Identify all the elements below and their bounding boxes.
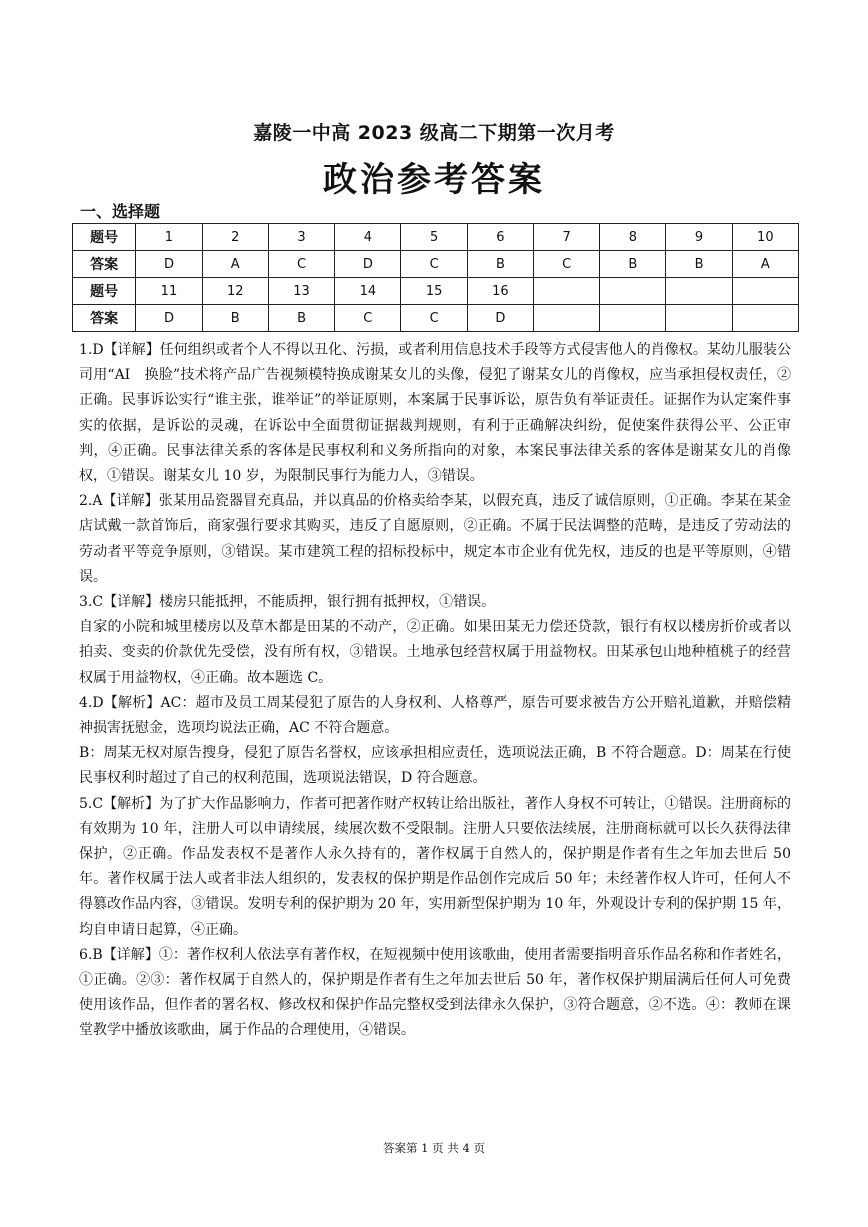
answer-table-cell: 10 [732,224,798,251]
explanation-paragraph: B：周某无权对原告搜身，侵犯了原告名誉权，应该承担相应责任，选项说法正确，B 不符合题意。D：周某在行使民事权利时超过了自己的权利范围，选项说法错误，D 符合题意。 [79,745,791,787]
answer-table-row-head: 答案 [73,251,136,278]
school-exam-title: 嘉陵一中高 2023 级高二下期第一次月考 [253,122,615,144]
answer-table-cell [600,305,666,332]
answer-table-cell: D [467,305,533,332]
answer-table-cell: 12 [202,278,268,305]
explanations-body [79,338,791,1044]
answer-table-row-head: 题号 [73,224,136,251]
answer-table-cell: A [202,251,268,278]
answer-table-cell: B [600,251,666,278]
answer-table-cell: D [136,305,202,332]
answer-table-cell: D [335,251,401,278]
answer-table-cell: A [732,251,798,278]
answer-table-cell: D [136,251,202,278]
answer-table-cell [666,305,732,332]
answer-table-row-head: 答案 [73,305,136,332]
answer-table-cell: 14 [335,278,401,305]
answer-table-cell [534,278,600,305]
answer-table-row-head: 题号 [73,278,136,305]
answer-table-cell: B [268,305,334,332]
explanation-paragraph: 1.D【详解】任何组织或者个人不得以丑化、污损，或者利用信息技术手段等方式侵害他人的肖像权。某幼儿服装公司用“AI 换脸”技术将产品广告视频模特换成谢某女儿的头像，侵犯了谢某女儿的肖像权，应当承担侵权责任，②正确。民事诉讼实行“谁主张，谁举证”的举证原则，本案属于民事诉讼，原告负有举证责任。证据作为认定案件事实的依据，是诉讼的灵魂，在诉讼中全面贯彻证据裁判规则，有利于正确解决纠纷，促使案件获得公平、公正审判，④正确。民事法律关系的客体是民事权利和义务所指向的对象，本案民事法律关系的客体是谢某女儿的肖像权，①错误。谢某女儿 10 岁，为限制民事行为能力人，③错误。 [79,342,791,485]
answer-table-row [73,224,799,251]
explanation-paragraph: 2.A【详解】张某用品瓷器冒充真品，并以真品的价格卖给李某，以假充真，违反了诚信原则，①正确。李某在某金店试戴一款首饰后，商家强行要求其购买，违反了自愿原则，②正确。不属于民法调整的范畴，是违反了劳动法的劳动者平等竞争原则，③错误。某市建筑工程的招标投标中，规定本市企业有优先权，违反的也是平等原则，④错误。 [79,493,791,585]
answer-table-cell [732,305,798,332]
answer-table-cell: B [202,305,268,332]
answer-table-cell [534,305,600,332]
answer-table-cell: C [335,305,401,332]
answer-table-cell [666,278,732,305]
section-heading-choice: 一、选择题 [80,202,161,221]
answer-table-cell: 11 [136,278,202,305]
answer-table-cell: 2 [202,224,268,251]
answer-table-cell: B [666,251,732,278]
answer-table-cell: 13 [268,278,334,305]
answer-table-cell [600,278,666,305]
answer-table-cell: 5 [401,224,467,251]
answer-table-cell: 8 [600,224,666,251]
answer-table-cell: 3 [268,224,334,251]
page-footer: 答案第 1 页 共 4 页 [383,1141,485,1155]
answer-table-cell [732,278,798,305]
answer-table-cell: 4 [335,224,401,251]
answer-table-cell: 1 [136,224,202,251]
explanation-paragraph: 3.C【详解】楼房只能抵押，不能质押，银行拥有抵押权，①错误。 [79,594,496,611]
explanation-paragraph: 自家的小院和城里楼房以及草木都是田某的不动产，②正确。如果田某无力偿还贷款，银行有权以楼房折价或者以拍卖、变卖的价款优先受偿，没有所有权，③错误。土地承包经营权属于用益物权。田某承包山地种植桃子的经营权属于用益物权，④正确。故本题选 C。 [79,619,791,686]
explanation-paragraph: 5.C【解析】为了扩大作品影响力，作者可把著作财产权转让给出版社，著作人身权不可转让，①错误。注册商标的有效期为 10 年，注册人可以申请续展，续展次数不受限制。注册人只要依法续展，注册商标就可以长久获得法律保护，②正确。作品发表权不是著作人永久持有的，著作权属于自然人的，保护期是作者有生之年加去世后 50 年。著作权属于法人或者非法人组织的，发表权的保护期是作品创作完成后 50 年；未经著作权人许可，任何人不得篡改作品内容，③错误。发明专利的保护期为 20 年，实用新型保护期为 10 年，外观设计专利的保护期 15 年，均自申请日起算，④正确。 [79,795,791,938]
explanation-paragraph: 4.D【解析】AC：超市及员工周某侵犯了原告的人身权利、人格尊严，原告可要求被告方公开赔礼道歉，并赔偿精神损害抚慰金，选项均说法正确，AC 不符合题意。 [79,694,791,737]
answer-table-cell: 7 [534,224,600,251]
answer-table-cell: C [534,251,600,278]
answer-table-cell: C [401,305,467,332]
explanation-paragraph: 6.B【详解】①：著作权利人依法享有著作权，在短视频中使用该歌曲，使用者需要指明音乐作品名称和作者姓名，①正确。②③：著作权属于自然人的，保护期是作者有生之年加去世后 50 年，著作权保护期届满后任何人可免费使用该作品，但作者的署名权、修改权和保护作品完整权受到法律永久保护，③符合题意，②不选。④：教师在课堂教学中播放该歌曲，属于作品的合理使用，④错误。 [79,946,791,1039]
document-title: 政治参考答案 [323,160,545,200]
answer-table-cell: B [467,251,533,278]
answer-table-row [73,278,799,305]
answer-table-cell: 16 [467,278,533,305]
answer-table-cell: 9 [666,224,732,251]
answer-table-cell: 6 [467,224,533,251]
answer-table-row [73,251,799,278]
answer-table-row [73,305,799,332]
answer-table-cell: C [268,251,334,278]
answer-key-table [72,223,799,332]
answer-table-cell: 15 [401,278,467,305]
answer-table-cell: C [401,251,467,278]
